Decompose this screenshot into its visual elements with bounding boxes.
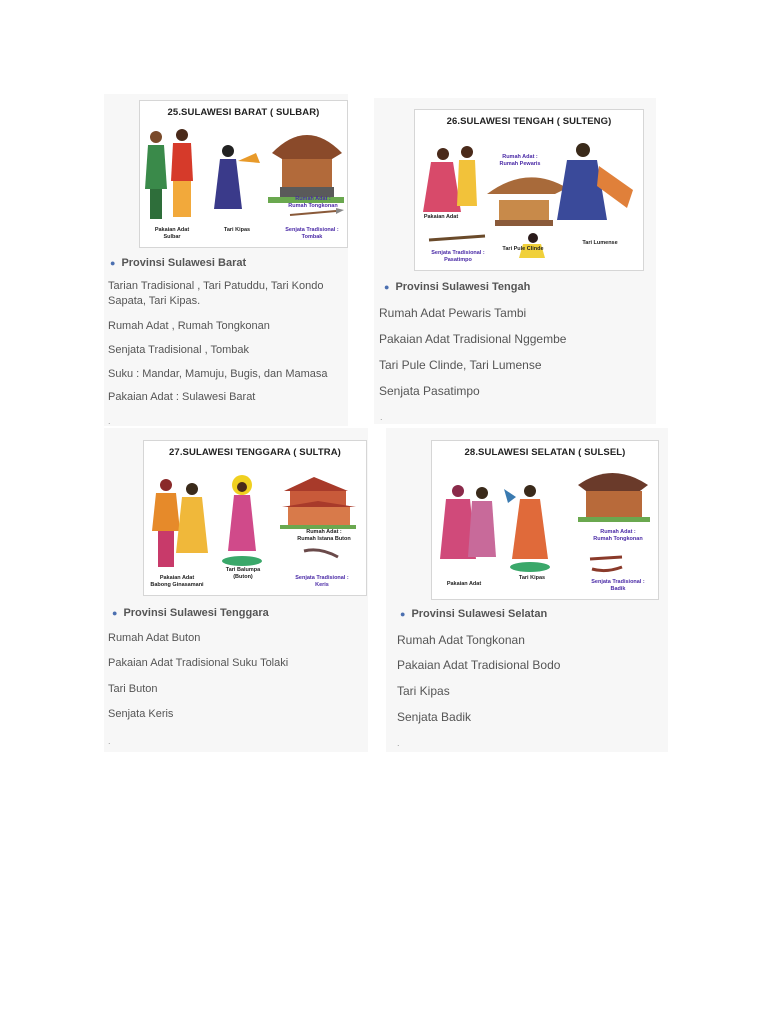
province-heading: ● Provinsi Sulawesi Selatan bbox=[400, 608, 548, 620]
info-line: Rumah Adat , Rumah Tongkonan bbox=[108, 320, 270, 332]
info-line: Pakaian Adat : Sulawesi Barat bbox=[108, 391, 256, 403]
label-rumah: Rumah Adat : Rumah Tongkonan bbox=[593, 529, 643, 542]
info-line: Senjata Tradisional , Tombak bbox=[108, 344, 250, 356]
label-senjata: Senjata Tradisional : Pasatimpo bbox=[431, 250, 485, 263]
bullet-icon: ● bbox=[400, 609, 406, 619]
label-tari-pule-clinde: Tari Pule Clinde bbox=[502, 246, 544, 252]
label-pakaian: Pakaian Adat bbox=[446, 581, 482, 587]
label-rumah: Rumah Adat : Rumah Tongkonan bbox=[288, 196, 338, 209]
info-line: Tari Buton bbox=[108, 683, 158, 695]
bullet-icon: ● bbox=[384, 282, 390, 292]
illustration-sulawesi-selatan bbox=[431, 440, 659, 600]
info-line: Pakaian Adat Tradisional Nggembe bbox=[379, 332, 567, 346]
province-heading: ● Provinsi Sulawesi Tengah bbox=[384, 281, 531, 293]
label-tari: Tari Kipas bbox=[518, 575, 546, 581]
separator-dot: . bbox=[397, 738, 400, 748]
info-line: Pakaian Adat Tradisional Bodo bbox=[397, 658, 561, 672]
label-pakaian: Pakaian Adat Sulbar bbox=[154, 227, 190, 240]
bullet-icon: ● bbox=[110, 258, 116, 268]
illustration-drawing bbox=[140, 101, 347, 247]
info-line: Senjata Pasatimpo bbox=[379, 384, 480, 398]
label-tari: Tari Balumpa (Buton) bbox=[225, 567, 261, 580]
info-line: Suku : Mandar, Mamuju, Bugis, dan Mamasa bbox=[108, 368, 328, 380]
card-title: 25.SULAWESI BARAT ( SULBAR) bbox=[167, 107, 320, 118]
info-line: Rumah Adat Pewaris Tambi bbox=[379, 306, 527, 320]
info-line: Rumah Adat Buton bbox=[108, 632, 201, 644]
card-title: 26.SULAWESI TENGAH ( SULTENG) bbox=[446, 116, 612, 127]
card-title: 28.SULAWESI SELATAN ( SULSEL) bbox=[464, 447, 626, 458]
info-line: Tari Kipas bbox=[397, 684, 450, 698]
info-line: Pakaian Adat Tradisional Suku Tolaki bbox=[108, 657, 289, 669]
label-senjata: Senjata Tradisional : Badik bbox=[591, 579, 645, 592]
label-rumah: Rumah Adat : Rumah Istana Buton bbox=[297, 529, 351, 542]
label-senjata: Senjata Tradisional : Keris bbox=[295, 575, 349, 588]
label-rumah: Rumah Adat : Rumah Pewaris bbox=[499, 154, 541, 167]
province-heading: ● Provinsi Sulawesi Tenggara bbox=[112, 607, 269, 619]
bullet-icon: ● bbox=[112, 608, 118, 618]
separator-dot: . bbox=[108, 736, 111, 746]
info-line: Tarian Tradisional , Tari Patuddu, Tari Kondo Sapata, Tari Kipas. bbox=[108, 280, 324, 307]
illustration-sulawesi-tenggara bbox=[143, 440, 367, 596]
info-line: Tari Pule Clinde, Tari Lumense bbox=[379, 358, 542, 372]
separator-dot: . bbox=[108, 416, 111, 426]
illustration-sulawesi-tengah bbox=[414, 109, 644, 271]
info-line: Senjata Badik bbox=[397, 710, 472, 724]
label-senjata: Senjata Tradisional : Tombak bbox=[285, 227, 339, 240]
illustration-sulawesi-barat bbox=[139, 100, 348, 248]
info-line: Rumah Adat Tongkonan bbox=[397, 633, 525, 647]
province-heading: ● Provinsi Sulawesi Barat bbox=[110, 257, 247, 269]
separator-dot: . bbox=[380, 412, 383, 422]
info-line: Senjata Keris bbox=[108, 708, 174, 720]
label-pakaian: Pakaian Adat bbox=[423, 214, 459, 220]
label-tari-lumense: Tari Lumense bbox=[582, 240, 618, 246]
card-title: 27.SULAWESI TENGGARA ( SULTRA) bbox=[169, 447, 341, 458]
label-tari: Tari Kipas bbox=[223, 227, 251, 233]
label-pakaian: Pakaian Adat Babong Ginasamani bbox=[150, 575, 204, 588]
